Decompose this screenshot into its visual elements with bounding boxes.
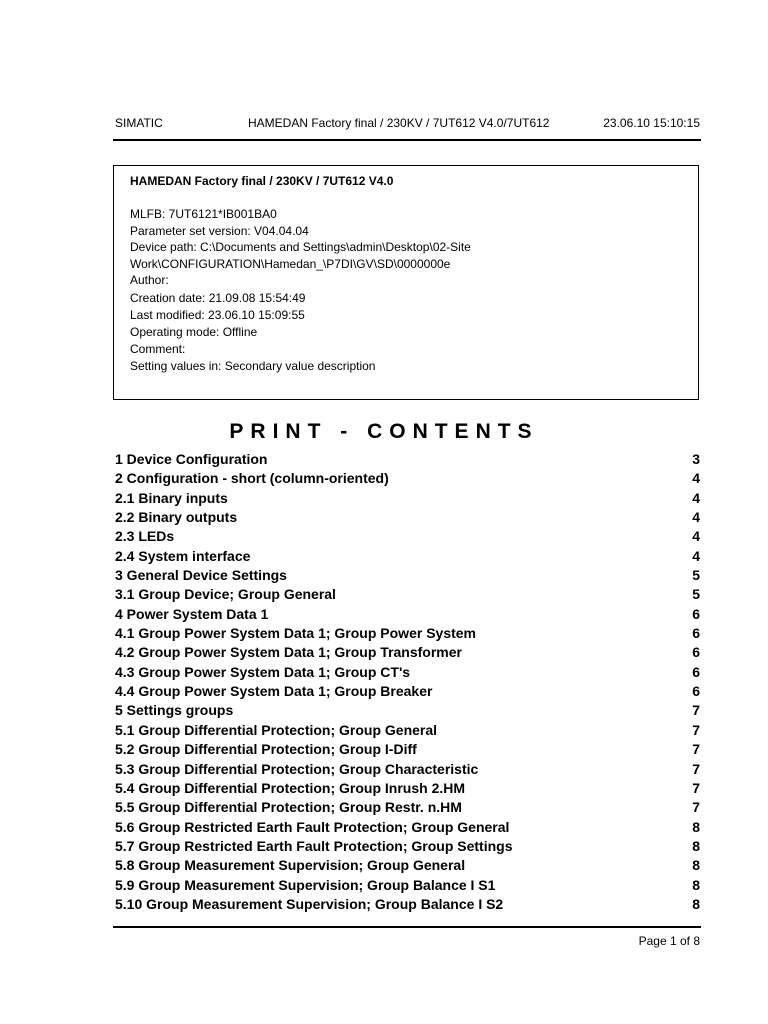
device-info-line: Last modified: 23.06.10 15:09:55 xyxy=(130,308,305,322)
toc-entry-page: 3 xyxy=(692,451,700,467)
toc-entry-title: 4.2 Group Power System Data 1; Group Transformer xyxy=(115,644,462,661)
toc-entry-page: 6 xyxy=(692,683,700,700)
toc-entry-page: 8 xyxy=(692,818,700,835)
toc-row[interactable] xyxy=(115,721,700,740)
toc-entry-page: 6 xyxy=(692,605,700,622)
toc-entry-page: 6 xyxy=(692,663,700,680)
header-timestamp: 23.06.10 15:10:15 xyxy=(603,116,700,130)
toc-row[interactable] xyxy=(115,663,700,682)
toc-entry-title: 5.4 Group Differential Protection; Group Inrush 2.HM xyxy=(115,779,466,796)
toc-row[interactable] xyxy=(115,643,700,662)
toc-entry-page: 8 xyxy=(692,857,700,874)
device-info-line: Creation date: 21.09.08 15:54:49 xyxy=(130,291,306,305)
toc-entry-title: 5.3 Group Differential Protection; Group Characteristic xyxy=(115,760,479,777)
page-header xyxy=(115,116,700,134)
toc-entry-title: 4.3 Group Power System Data 1; Group CT's xyxy=(115,663,411,680)
toc-entry-page: 5 xyxy=(692,567,700,584)
toc-row[interactable] xyxy=(115,682,700,701)
toc-row[interactable] xyxy=(115,740,700,759)
toc-row[interactable] xyxy=(115,489,700,508)
toc-entry-title: 2.4 System interface xyxy=(115,547,251,564)
toc-row[interactable] xyxy=(115,508,700,527)
toc-entry-page: 7 xyxy=(692,702,700,719)
toc-entry-title: 5.7 Group Restricted Earth Fault Protection; Group Settings xyxy=(115,837,513,854)
toc-row[interactable] xyxy=(115,895,700,914)
toc-entry-page: 8 xyxy=(692,837,700,854)
footer-divider xyxy=(113,926,701,928)
device-info-title: HAMEDAN Factory final / 230KV / 7UT612 V4.0 xyxy=(130,174,394,188)
toc-entry-title: 3.1 Group Device; Group General xyxy=(115,586,336,603)
toc-entry-title: 2 Configuration - short (column-oriented) xyxy=(115,470,389,487)
toc-row[interactable] xyxy=(115,624,700,643)
toc-entry-title: 5.9 Group Measurement Supervision; Group Balance I S1 xyxy=(115,876,496,893)
toc-entry-title: 5 Settings groups xyxy=(115,702,234,719)
toc-entry-page: 7 xyxy=(692,799,700,816)
toc-entry-title: 5.8 Group Measurement Supervision; Group General xyxy=(115,857,466,874)
device-info-line: Operating mode: Offline xyxy=(130,325,258,339)
toc-entry-page: 4 xyxy=(692,547,700,564)
toc-entry-page: 7 xyxy=(692,721,700,738)
toc-entry-title: 3 General Device Settings xyxy=(115,567,287,584)
toc-entry-page: 7 xyxy=(692,741,700,758)
toc-row[interactable] xyxy=(115,605,700,624)
toc-entry-page: 4 xyxy=(692,470,700,487)
table-of-contents xyxy=(115,450,700,914)
device-info-line: Comment: xyxy=(130,342,186,356)
toc-row[interactable] xyxy=(115,547,700,566)
toc-row[interactable] xyxy=(115,566,700,585)
toc-entry-title: 5.2 Group Differential Protection; Group I-Diff xyxy=(115,741,417,758)
toc-row[interactable] xyxy=(115,876,700,895)
toc-entry-page: 7 xyxy=(692,760,700,777)
header-product: SIMATIC xyxy=(115,116,163,130)
toc-entry-title: 5.5 Group Differential Protection; Group Restr. n.HM xyxy=(115,799,462,816)
device-info-line: Device path: C:\Documents and Settings\admin\Desktop\02-Site xyxy=(130,240,471,254)
toc-entry-title: 5.10 Group Measurement Supervision; Group Balance I S2 xyxy=(115,895,504,912)
toc-entry-title: 4.4 Group Power System Data 1; Group Breaker xyxy=(115,683,433,700)
device-info-line: Author: xyxy=(130,273,169,287)
toc-entry-page: 6 xyxy=(692,625,700,642)
toc-row[interactable] xyxy=(115,798,700,817)
toc-row[interactable] xyxy=(115,585,700,604)
page-number: Page 1 of 8 xyxy=(638,934,700,948)
device-info-line: MLFB: 7UT6121*IB001BA0 xyxy=(130,207,277,221)
contents-heading: PRINT - CONTENTS xyxy=(229,420,539,443)
toc-row[interactable] xyxy=(115,701,700,720)
toc-entry-page: 4 xyxy=(692,489,700,506)
toc-entry-title: 2.3 LEDs xyxy=(115,528,175,545)
toc-entry-page: 4 xyxy=(692,509,700,526)
toc-entry-title: 4.1 Group Power System Data 1; Group Power System xyxy=(115,625,476,642)
toc-entry-title: 4 Power System Data 1 xyxy=(115,605,269,622)
toc-row[interactable] xyxy=(115,779,700,798)
header-divider xyxy=(113,139,701,141)
toc-row[interactable] xyxy=(115,760,700,779)
toc-entry-page: 6 xyxy=(692,644,700,661)
toc-entry-page: 4 xyxy=(692,528,700,545)
toc-row[interactable] xyxy=(115,818,700,837)
toc-entry-title: 5.1 Group Differential Protection; Group General xyxy=(115,721,438,738)
device-info-box xyxy=(113,165,699,400)
toc-entry-title: 5.6 Group Restricted Earth Fault Protection; Group General xyxy=(115,818,510,835)
toc-row[interactable] xyxy=(115,469,700,488)
toc-entry-title: 1 Device Configuration xyxy=(115,451,268,467)
device-info-line: Parameter set version: V04.04.04 xyxy=(130,224,309,238)
toc-entry-page: 8 xyxy=(692,895,700,912)
toc-row[interactable] xyxy=(115,450,700,469)
toc-row[interactable] xyxy=(115,837,700,856)
toc-entry-page: 7 xyxy=(692,779,700,796)
header-project-path: HAMEDAN Factory final / 230KV / 7UT612 V4.0/7UT612 xyxy=(248,116,550,130)
toc-row[interactable] xyxy=(115,856,700,875)
toc-entry-title: 2.2 Binary outputs xyxy=(115,509,238,526)
device-info-line: Work\CONFIGURATION\Hamedan_\P7DI\GV\SD\0000000e xyxy=(130,257,451,271)
toc-entry-title: 2.1 Binary inputs xyxy=(115,489,228,506)
toc-entry-page: 5 xyxy=(692,586,700,603)
device-info-line: Setting values in: Secondary value description xyxy=(130,359,376,373)
toc-entry-page: 8 xyxy=(692,876,700,893)
toc-row[interactable] xyxy=(115,527,700,546)
